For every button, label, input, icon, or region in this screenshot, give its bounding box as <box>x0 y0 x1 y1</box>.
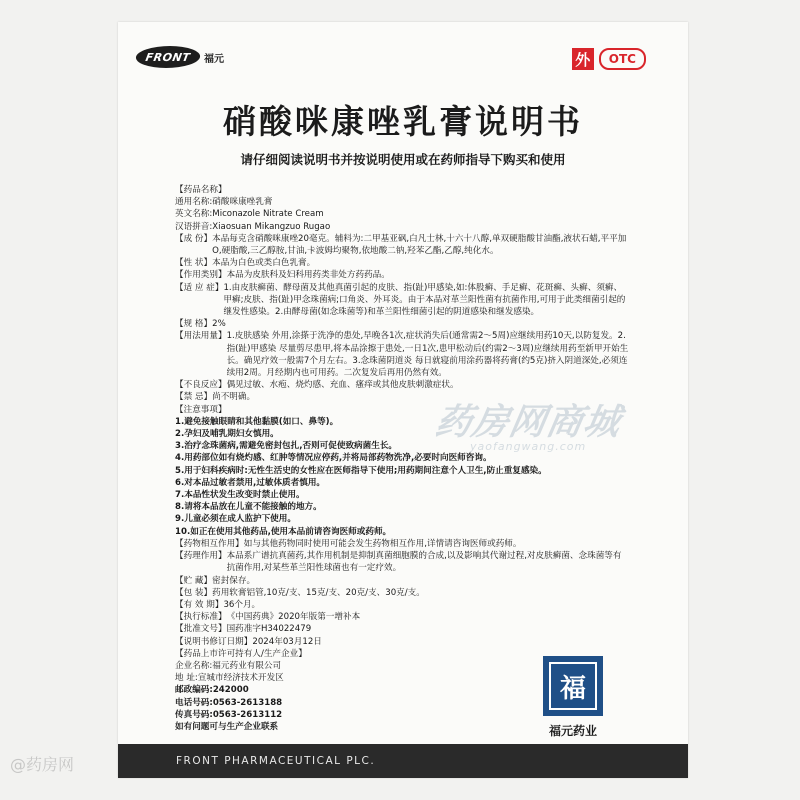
document-body <box>175 184 630 733</box>
field-row <box>175 379 630 391</box>
field-row <box>175 611 630 623</box>
field-row-value: Miconazole Nitrate Cream <box>212 209 324 220</box>
field-row-label: 汉语拼音: <box>175 221 213 232</box>
brand-name: 福元药业 <box>548 724 597 738</box>
field-row <box>175 257 630 269</box>
logo-chinese: 福元 <box>204 53 224 65</box>
instruction-sheet <box>118 22 688 778</box>
field-row-value: 2% <box>212 319 226 330</box>
caution-item: 6.对本品过敏者禁用,过敏体质者慎用。 <box>175 477 326 488</box>
field-row <box>175 575 630 587</box>
field-row-label: 【禁 忌】 <box>175 392 213 403</box>
field-row <box>175 184 630 196</box>
caution-item: 9.儿童必须在成人监护下使用。 <box>175 514 296 525</box>
field-row-value <box>227 184 630 196</box>
field-row-value: 本品每克含硝酸咪康唑20毫克。辅料为:二甲基亚砜,白凡士林,十六十八醇,单双硬脂酸甘油酯,液状石蜡,平平加O,硬脂酸,三乙醇胺,甘油,卡波姆均聚物,依地酸二钠,羟苯乙酯,乙醇,纯化水。 <box>212 233 627 257</box>
field-row <box>175 318 630 330</box>
watermark-url: yaofangwang.com <box>470 440 587 453</box>
field-row-value: 2024年03月12日 <box>252 636 322 647</box>
field-row-label: 【成 份】 <box>175 233 213 244</box>
field-row-label: 传真号码: <box>175 709 213 720</box>
field-row <box>175 623 630 635</box>
field-row-label: 【不良反应】 <box>175 380 227 391</box>
brand-logo-box <box>543 656 603 716</box>
field-row <box>175 587 630 599</box>
otc-badge: OTC <box>599 48 646 70</box>
field-row <box>175 599 630 611</box>
field-row <box>175 636 630 648</box>
field-row-label: 【用法用量】 <box>175 331 227 342</box>
field-row <box>175 330 630 379</box>
field-row-value: 本品系广谱抗真菌药,其作用机制是抑制真菌细胞膜的合成,以及影响其代谢过程,对皮肤癣菌、念珠菌等有抗菌作用,对某些革兰阳性球菌也有一定疗效。 <box>226 551 622 574</box>
field-row-value: 药用软膏铝管,10克/支、15克/支、20克/支、30克/支。 <box>212 587 425 598</box>
caution-item: 4.用药部位如有烧灼感、红肿等情况应停药,并将局部药物洗净,必要时向医师咨询。 <box>175 453 492 464</box>
document-subtitle: 请仔细阅读说明书并按说明使用或在药师指导下购买和使用 <box>240 152 566 167</box>
corner-watermark: @药房网 <box>10 755 75 774</box>
field-row-label: 【药物相互作用】 <box>175 538 244 549</box>
brand-mark: 福 <box>549 662 597 710</box>
field-row-value: 0563-2613188 <box>212 697 283 708</box>
field-row-value: 《中国药典》2020年版第一增补本 <box>226 612 361 623</box>
field-row-value: 密封保存。 <box>212 575 256 586</box>
caution-item: 10.如正在使用其他药品,使用本品前请咨询医师或药师。 <box>175 526 392 537</box>
field-row-label: 如有问题可与生产企业联系 <box>175 721 279 732</box>
field-row-value: 偶见过敏、水疱、烧灼感、充血、瘙痒或其他皮肤刺激症状。 <box>226 380 459 391</box>
document-title: 硝酸咪康唑乳膏说明书 <box>223 102 583 141</box>
field-row-label: 英文名称: <box>175 209 213 220</box>
field-row-value: Xiaosuan Mikangzuo Rugao <box>212 221 331 232</box>
field-row-value: 尚不明确。 <box>212 392 256 403</box>
watermark: 药房网商城 <box>431 402 625 443</box>
field-row-value: 宣城市经济技术开发区 <box>197 673 284 684</box>
front-logo <box>136 46 224 68</box>
field-row-value: 本品为皮肤科及妇科用药类非处方药药品。 <box>226 270 390 281</box>
field-row <box>175 221 630 233</box>
field-row-label: 【批准文号】 <box>175 624 227 635</box>
field-row-label: 【药品名称】 <box>175 185 227 195</box>
field-row-value: 0563-2613112 <box>212 709 283 720</box>
caution-item: 8.请将本品放在儿童不能接触的地方。 <box>175 502 322 513</box>
field-row-value: 36个月。 <box>223 599 261 610</box>
field-row <box>175 196 630 208</box>
field-row-value: 242000 <box>212 685 249 696</box>
field-row-value: 1.由皮肤癣菌、酵母菌及其他真菌引起的皮肤、指(趾)甲感染,如:体股癣、手足癣、花斑癣、头癣、须癣、甲癣;皮肤、指(趾)甲念珠菌病;口角炎、外耳炎。由于本品对革兰阳性菌有抗菌作用,可用于此类细菌引起的继发性感染。2.由酵母菌(如念珠菌等)和革兰阳性细菌引起的阴道感染和继发感染。 <box>223 282 626 318</box>
field-row-value: 1.皮肤感染 外用,涂搽于洗净的患处,早晚各1次,症状消失后(通常需2～5周)应继续用药10天,以防复发。2.指(趾)甲感染 尽量剪尽患甲,将本品涂擦于患处,一日1次,患甲松动后(约需2～3周)应继续用药至新甲开始生长。确见疗效一般需7个月左右。3.念珠菌阴道炎 每日就寝前用涂药器将药膏(约5克)挤入阴道深处,必须连续用2周。月经期内也可用药。二次复发后再用仍然有效。 <box>226 331 629 379</box>
caution-item: 1.避免接触眼睛和其他黏膜(如口、鼻等)。 <box>175 416 339 427</box>
field-row <box>175 208 630 220</box>
field-row-label: 【药理作用】 <box>175 551 227 562</box>
field-row-label: 【药品上市许可持有人/生产企业】 <box>175 648 307 659</box>
footer-company: FRONT PHARMACEUTICAL PLC. <box>118 744 688 778</box>
field-row-value: 本品为白色或类白色乳膏。 <box>212 258 316 269</box>
field-row-label: 【作用类别】 <box>175 270 227 281</box>
field-row-label: 【性 状】 <box>175 258 213 269</box>
field-row-value: 硝酸咪康唑乳膏 <box>212 197 273 208</box>
caution-item: 2.孕妇及哺乳期妇女慎用。 <box>175 429 279 440</box>
field-row-value: 如与其他药物同时使用可能会发生药物相互作用,详情请咨询医师或药师。 <box>243 538 522 549</box>
field-row-label: 【注意事项】 <box>175 404 227 415</box>
field-row <box>175 538 630 550</box>
caution-item: 3.治疗念珠菌病,需避免密封包扎,否则可促使致病菌生长。 <box>175 441 398 452</box>
field-row-label: 【有 效 期】 <box>175 599 224 610</box>
caution-item: 5.用于妇科疾病时:无性生活史的女性应在医师指导下使用;用药期间注意个人卫生,防止重复感染。 <box>175 465 547 476</box>
field-row-value: 福元药业有限公司 <box>212 660 282 671</box>
field-row-label: 地 址: <box>175 673 198 684</box>
field-row-label: 【贮 藏】 <box>175 575 213 586</box>
field-row-label: 企业名称: <box>175 660 213 671</box>
field-row-label: 电话号码: <box>175 697 213 708</box>
field-row-label: 【适 应 症】 <box>175 282 224 293</box>
field-row-label: 通用名称: <box>175 197 213 208</box>
otc-marks <box>572 48 646 70</box>
logo-badge: FRONT <box>134 46 202 68</box>
field-row <box>175 269 630 281</box>
field-row <box>175 282 630 319</box>
field-row <box>175 233 630 257</box>
field-row <box>175 550 630 574</box>
field-row-label: 邮政编码: <box>175 685 213 696</box>
field-row-label: 【包 装】 <box>175 587 213 598</box>
external-use-mark: 外 <box>572 48 594 70</box>
field-row-value: 国药准字H34022479 <box>226 624 312 635</box>
field-row-label: 【规 格】 <box>175 319 213 330</box>
field-row-label: 【执行标准】 <box>175 612 227 623</box>
field-row-label: 【说明书修订日期】 <box>175 636 253 647</box>
caution-item: 7.本品性状发生改变时禁止使用。 <box>175 490 305 501</box>
